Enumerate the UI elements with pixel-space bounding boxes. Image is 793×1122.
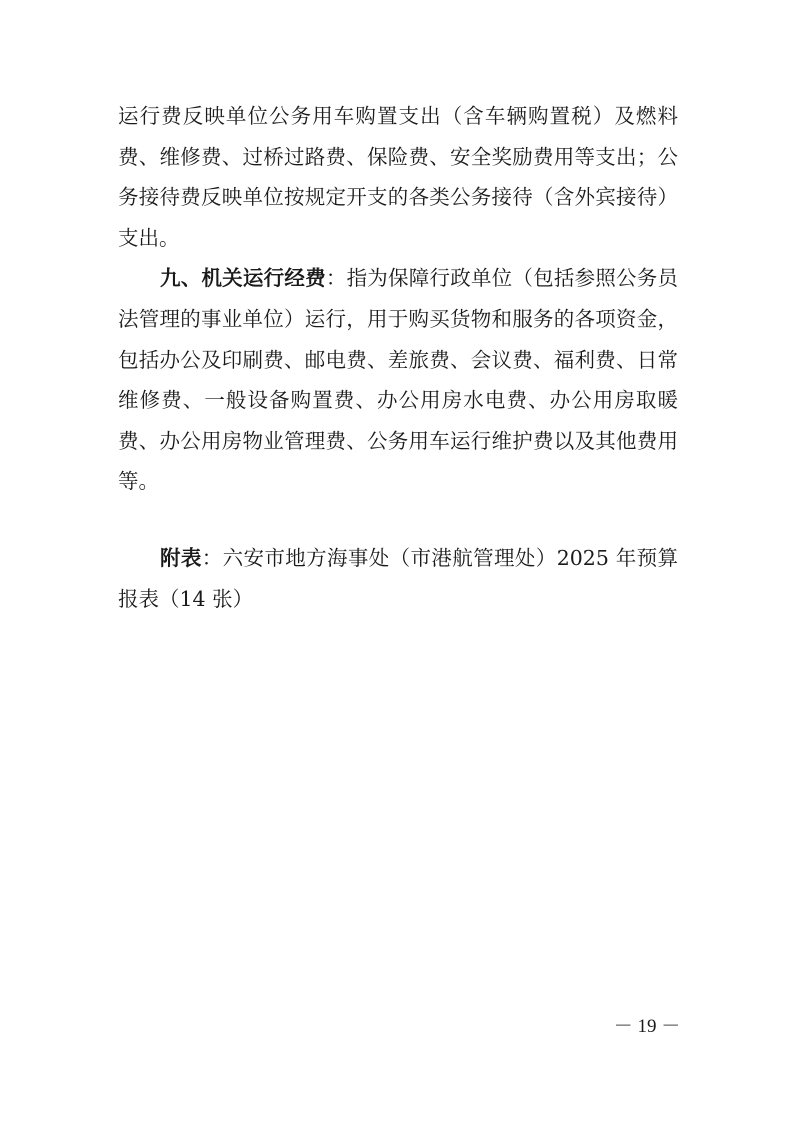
paragraph-vehicle-expenses [118, 96, 678, 258]
attachment-text: ：六安市地方海事处（市港航管理处）2025 年预算报表（14 张） [118, 545, 679, 611]
paragraph-operating-funds [118, 258, 678, 502]
attachment-label: 附表 [160, 545, 202, 570]
section-heading: 九、机关运行经费 [160, 266, 326, 291]
page-number: － 19 － [613, 1016, 681, 1037]
paragraph-text: ：指为保障行政单位（包括参照公务员法管理的事业单位）运行，用于购买货物和服务的各项资金，包括办公及印刷费、邮电费、差旅费、会议费、福利费、日常维修费、一般设备购置费、办公用房水电费、办公用房取暖费、办公用房物业管理费、公务用车运行维护费以及其他费用等。 [118, 266, 679, 494]
paragraph-attachment [118, 538, 678, 619]
paragraph-text: 运行费反映单位公务用车购置支出（含车辆购置税）及燃料费、维修费、过桥过路费、保险费、安全奖励费用等支出；公务接待费反映单位按规定开支的各类公务接待（含外宾接待）支出。 [118, 104, 678, 250]
document-body [118, 96, 678, 619]
